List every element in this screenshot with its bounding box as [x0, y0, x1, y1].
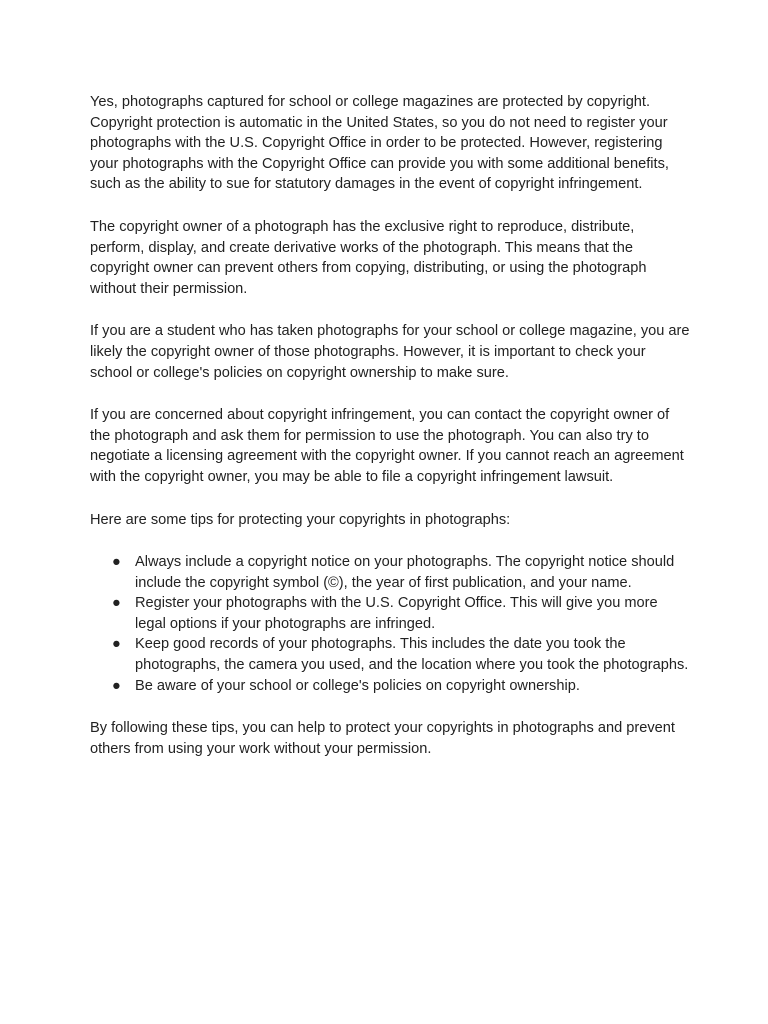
paragraph-copyright-protection: Yes, photographs captured for school or college magazines are protected by copyright. Copyright protection is automatic in the United States, so you do not need to register your photographs with the U.S. Copyright Office in order to be protected. However, registering your photographs with the Copyright Office can provide you with some additional benefits, such as the ability to sue for statutory damages in the event of copyright infringement.: [90, 94, 669, 193]
list-item-text: Always include a copyright notice on your photographs. The copyright notice should include the copyright symbol (©), the year of first publication, and your name.: [135, 554, 675, 591]
list-item-text: Keep good records of your photographs. This includes the date you took the photographs, the camera you used, and the location where you took the photographs.: [135, 636, 689, 674]
list-item: [90, 552, 690, 593]
tips-list: [90, 552, 690, 696]
bullet-icon: ●: [112, 636, 121, 653]
document-page: [90, 92, 690, 781]
paragraph-student-ownership: If you are a student who has taken photographs for your school or college magazine, you are likely the copyright owner of those photographs. However, it is important to check your school or college's policies on copyright ownership to make sure.: [90, 323, 690, 381]
paragraph-tips-intro: Here are some tips for protecting your copyrights in photographs:: [90, 511, 511, 528]
list-item: [90, 676, 690, 697]
list-item-text: Register your photographs with the U.S. Copyright Office. This will give you more legal options if your photographs are infringed.: [135, 595, 658, 632]
list-item: [90, 634, 690, 675]
list-item-text: Be aware of your school or college's policies on copyright ownership.: [135, 677, 580, 694]
bullet-icon: ●: [112, 677, 121, 694]
list-item: [90, 593, 690, 634]
paragraph-owner-rights: The copyright owner of a photograph has the exclusive right to reproduce, distribute, perform, display, and create derivative works of the photograph. This means that the copyright owner can prevent others from copying, distributing, or using the photograph without their permission.: [90, 218, 647, 297]
bullet-icon: ●: [112, 554, 121, 571]
paragraph-closing: By following these tips, you can help to protect your copyrights in photographs and prevent others from using your work without your permission.: [90, 720, 675, 757]
bullet-icon: ●: [112, 595, 121, 612]
paragraph-infringement: If you are concerned about copyright infringement, you can contact the copyright owner of the photograph and ask them for permission to use the photograph. You can also try to negotiate a licensing agreement with the copyright owner. If you cannot reach an agreement with the copyright owner, you may be able to file a copyright infringement lawsuit.: [90, 407, 684, 485]
